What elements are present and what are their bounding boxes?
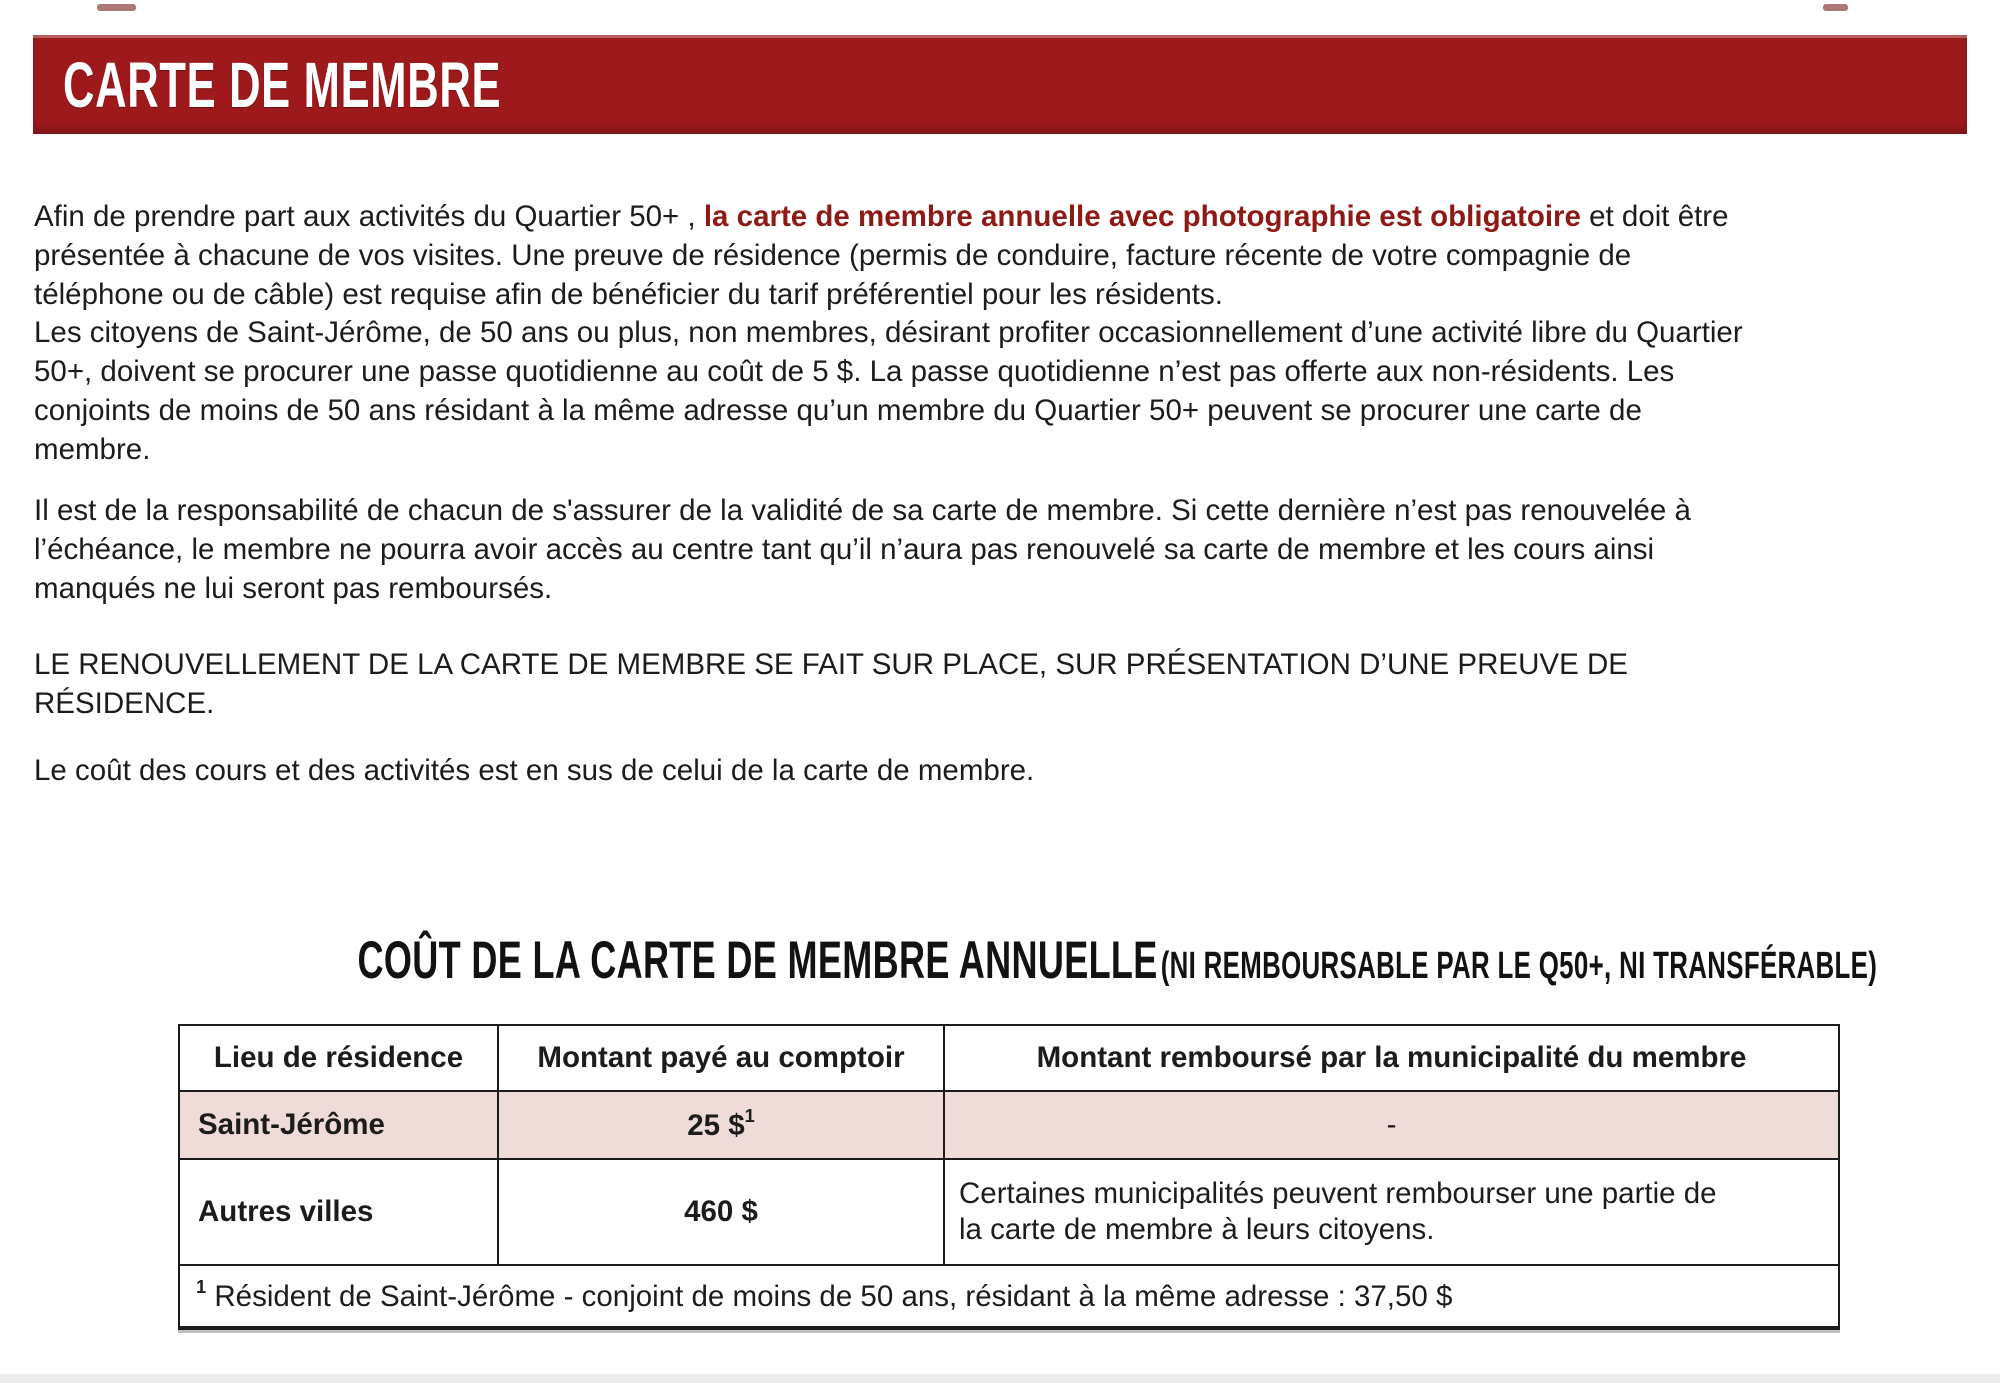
refund-value: - bbox=[944, 1091, 1839, 1159]
col-header-residence: Lieu de résidence bbox=[179, 1025, 498, 1091]
text-line: manqués ne lui seront pas remboursés. bbox=[34, 571, 553, 605]
residence-value: Saint-Jérôme bbox=[179, 1091, 498, 1159]
text-line: Il est de la responsabilité de chacun de s'assurer de la validité de sa carte de membre. Si cette dernière n’est pas renouvelée à bbox=[34, 494, 1691, 527]
text-line: RÉSIDENCE. bbox=[34, 686, 215, 720]
section-banner bbox=[33, 35, 1967, 134]
page-title: CARTE DE MEMBRE bbox=[63, 48, 502, 121]
text-line: Le coût des cours et des activités est en sus de celui de la carte de membre. bbox=[34, 754, 1035, 787]
intro-text-post: et doit être bbox=[1580, 200, 1729, 233]
refund-value: Certaines municipalités peuvent rembourser une partie de la carte de membre à leurs citoyens. bbox=[944, 1159, 1839, 1265]
table-footnote bbox=[179, 1265, 1839, 1328]
text-line: l’échéance, le membre ne pourra avoir accès au centre tant qu’il n’aura pas renouvelé sa carte de membre et les cours ainsi bbox=[34, 532, 1655, 566]
table-row-saint-jerome bbox=[179, 1091, 1839, 1159]
section-heading-subtitle: (NI REMBOURSABLE PAR LE Q50+, NI TRANSFÉRABLE) bbox=[1160, 945, 1878, 987]
footnote-marker: 1 bbox=[196, 1276, 207, 1297]
table-section-heading bbox=[0, 930, 2000, 991]
text-line: présentée à chacune de vos visites. Une preuve de résidence (permis de conduire, facture récente de votre compagnie de bbox=[34, 238, 1632, 272]
text-line: Les citoyens de Saint-Jérôme, de 50 ans ou plus, non membres, désirant profiter occasionnellement d’une activité libre du Quartier bbox=[34, 316, 1743, 350]
table-footnote-row bbox=[179, 1265, 1839, 1328]
text-line: 50+, doivent se procurer une passe quotidienne au coût de 5 $. La passe quotidienne n’est pas offerte aux non-résidents. Les bbox=[34, 355, 1675, 389]
text-line bbox=[34, 198, 1743, 237]
col-header-amount-paid: Montant payé au comptoir bbox=[498, 1025, 944, 1091]
residence-value: Autres villes bbox=[179, 1159, 498, 1265]
screenshot-bottom-edge bbox=[0, 1374, 2000, 1383]
paragraph-responsibility bbox=[34, 492, 1691, 608]
table-header-row bbox=[179, 1025, 1839, 1091]
paragraph-intro bbox=[34, 198, 1743, 470]
text-line: LE RENOUVELLEMENT DE LA CARTE DE MEMBRE SE FAIT SUR PLACE, SUR PRÉSENTATION D’UNE PREUVE DE bbox=[34, 648, 1628, 681]
intro-text-pre: Afin de prendre part aux activités du Quartier 50+ , bbox=[34, 200, 704, 233]
amount-value: 25 \$$^1$ bbox=[498, 1091, 944, 1159]
highlight-membership-required: la carte de membre annuelle avec photographie est obligatoire bbox=[703, 200, 1581, 233]
membership-pricing-table bbox=[178, 1024, 1840, 1330]
amount-value: 460 $ bbox=[498, 1159, 944, 1265]
footnote-reference: 1 bbox=[744, 1105, 755, 1127]
text-line: téléphone ou de câble) est requise afin de bénéficier du tarif préférentiel pour les résidents. bbox=[34, 277, 1223, 311]
scan-artifact-right bbox=[1823, 4, 1848, 11]
table-row-autres-villes bbox=[179, 1159, 1839, 1265]
col-header-amount-refunded: Montant remboursé par la municipalité du membre bbox=[944, 1025, 1839, 1091]
paragraph-cost-note bbox=[34, 752, 1034, 791]
section-heading-main: COÛT DE LA CARTE DE MEMBRE ANNUELLE bbox=[357, 931, 1158, 990]
text-line: conjoints de moins de 50 ans résidant à la même adresse qu’un membre du Quartier 50+ peuvent se procurer une carte de bbox=[34, 393, 1642, 427]
scan-artifact-left bbox=[97, 4, 136, 11]
paragraph-renewal-notice bbox=[34, 646, 1628, 724]
text-line: membre. bbox=[34, 432, 151, 466]
footnote-text: Résident de Saint-Jérôme - conjoint de moins de 50 ans, résidant à la même adresse : 37,50 $ bbox=[206, 1279, 1453, 1313]
